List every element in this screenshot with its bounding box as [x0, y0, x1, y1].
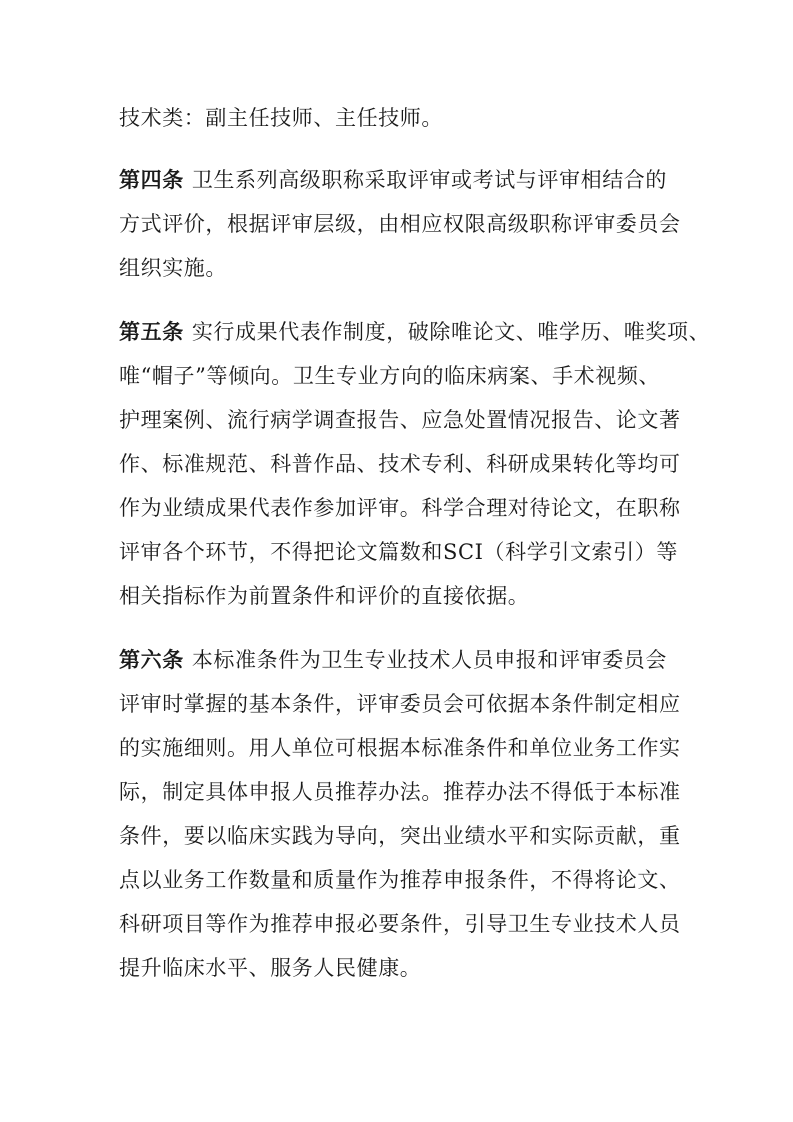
- text-line: 技术类：副主任技师、主任技师。: [119, 106, 443, 130]
- text-line: 评审时掌握的基本条件，评审委员会可依据本条件制定相应: [119, 692, 681, 716]
- article-heading: 第五条: [119, 320, 184, 344]
- text-line: 际，制定具体申报人员推荐办法。推荐办法不得低于本标准: [119, 780, 681, 804]
- article-6: [119, 638, 679, 990]
- text-line: 条件，要以临床实践为导向，突出业绩水平和实际贡献，重: [119, 824, 681, 848]
- text-line: 护理案例、流行病学调查报告、应急处置情况报告、论文著: [119, 408, 681, 432]
- text-line: 的实施细则。用人单位可根据本标准条件和单位业务工作实: [119, 736, 681, 760]
- text-line: 第六条 本标准条件为卫生专业技术人员申报和评审委员会: [119, 648, 668, 672]
- text-line: 组织实施。: [119, 256, 227, 280]
- article-4: [119, 158, 679, 290]
- text-line: 第五条 实行成果代表作制度，破除唯论文、唯学历、唯奖项、: [119, 320, 711, 344]
- text-line: 唯“帽子”等倾向。卫生专业方向的临床病案、手术视频、: [119, 364, 661, 388]
- article-heading: 第六条: [119, 648, 184, 672]
- text-line: 评审各个环节，不得把论文篇数和SCI（科学引文索引）等: [119, 540, 678, 564]
- text-line: 提升临床水平、服务人民健康。: [119, 956, 422, 980]
- text-line: 作、标准规范、科普作品、技术专利、科研成果转化等均可: [119, 452, 681, 476]
- text-line: 作为业绩成果代表作参加评审。科学合理对待论文，在职称: [119, 496, 681, 520]
- text-line: 相关指标作为前置条件和评价的直接依据。: [119, 584, 530, 608]
- paragraph-tech-class: [119, 96, 679, 140]
- article-5: [119, 310, 711, 618]
- text-line: 方式评价，根据评审层级，由相应权限高级职称评审委员会: [119, 212, 681, 236]
- article-heading: 第四条: [119, 168, 184, 192]
- document-page: [119, 96, 711, 1010]
- text-line: 点以业务工作数量和质量作为推荐申报条件，不得将论文、: [119, 868, 681, 892]
- text-line: 第四条 卫生系列高级职称采取评审或考试与评审相结合的: [119, 168, 668, 192]
- text-line: 科研项目等作为推荐申报必要条件，引导卫生专业技术人员: [119, 912, 681, 936]
